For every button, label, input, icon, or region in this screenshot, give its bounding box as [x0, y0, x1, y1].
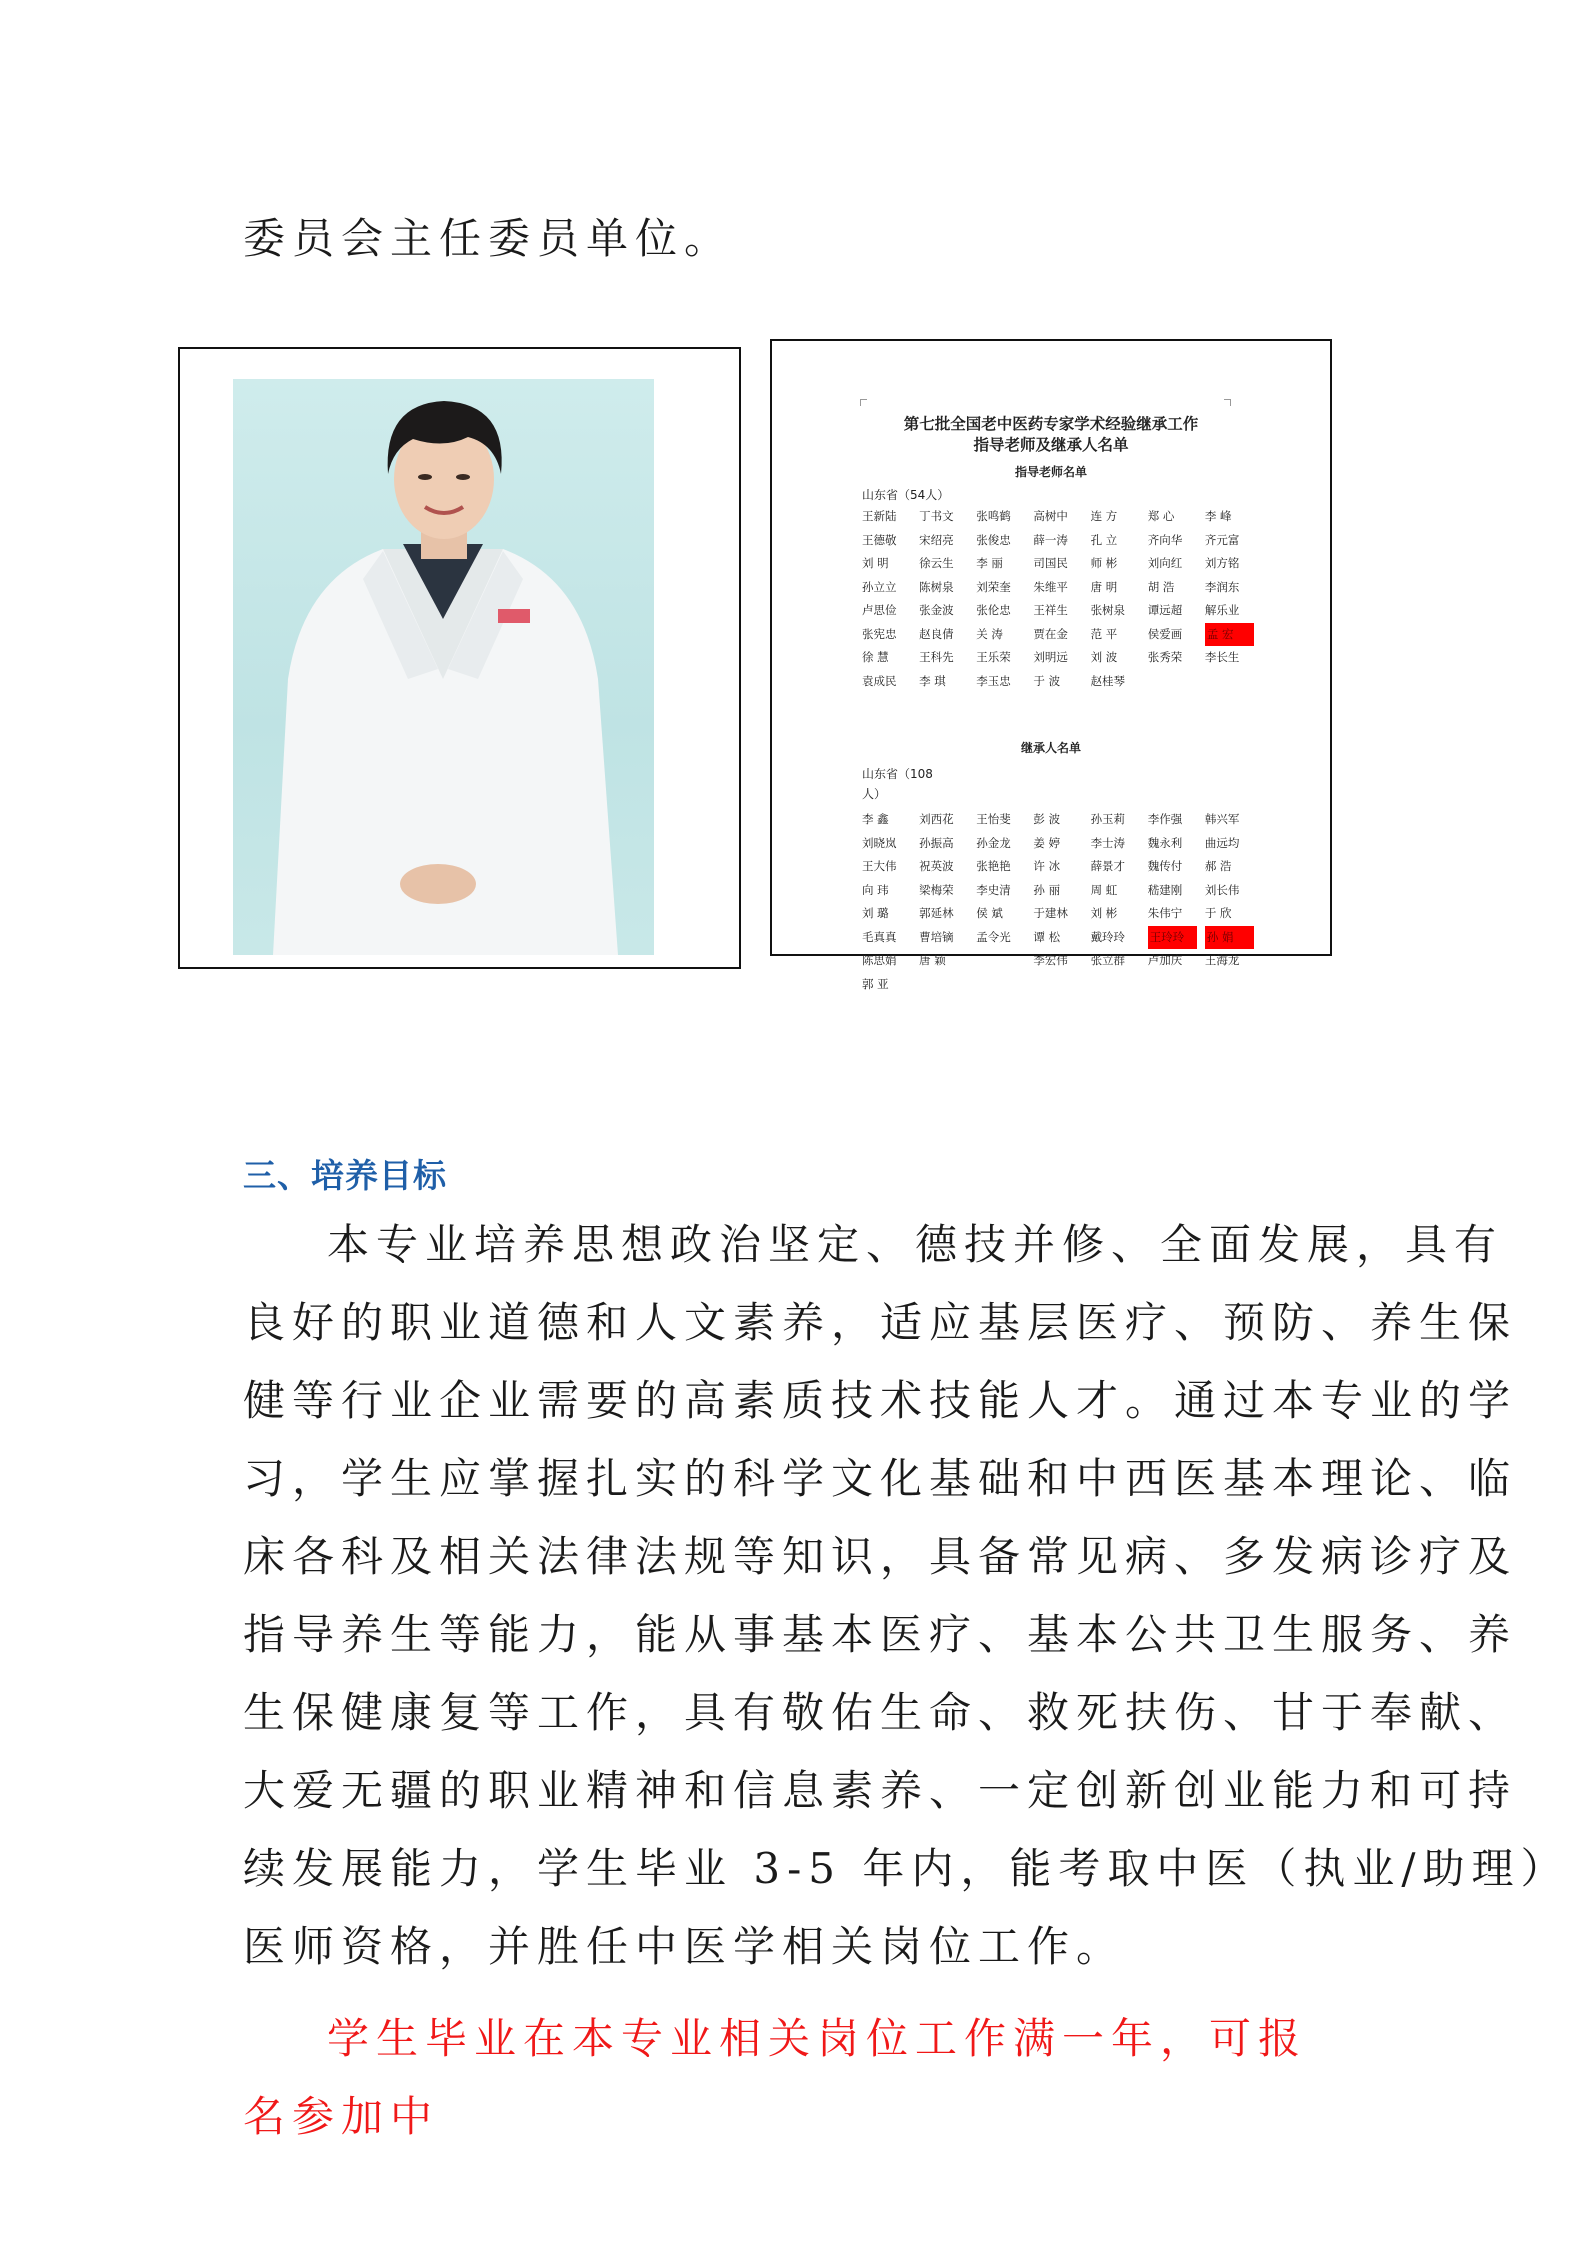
heir-name: 郭 亚	[862, 976, 889, 991]
heir-name: 刘长伟	[1204, 882, 1240, 897]
heir-name: 刘 璐	[862, 906, 889, 920]
mentor-name: 郑 心	[1147, 509, 1175, 523]
heir-name: 王怡斐	[976, 812, 1011, 826]
mentor-name: 齐向华	[1147, 532, 1183, 547]
mentor-name: 徐 慧	[862, 650, 889, 664]
heir-name: 王玲玲	[1148, 926, 1197, 950]
mentor-name: 李玉忠	[976, 673, 1011, 688]
mentor-name: 李 峰	[1204, 509, 1232, 523]
heir-name: 王海龙	[1204, 953, 1240, 967]
mentor-name: 师 彬	[1090, 556, 1118, 570]
portrait-photo-frame	[178, 347, 741, 969]
heir-name: 魏永利	[1147, 835, 1183, 850]
mentor-name: 孙立立	[862, 579, 897, 594]
mentor-name: 刘 明	[862, 556, 889, 570]
mentor-name: 王新陆	[862, 509, 897, 523]
mentor-name: 王乐荣	[976, 650, 1011, 664]
mentor-name: 陈树泉	[919, 579, 954, 594]
mentor-name: 孔 立	[1090, 532, 1118, 547]
mentor-name: 徐云生	[919, 556, 954, 570]
heir-name: 郝 浩	[1204, 859, 1232, 873]
heir-name: 向 玮	[862, 882, 889, 897]
heir-name: 唐 颖	[919, 953, 946, 967]
mentor-name: 李 琪	[919, 673, 946, 688]
mentor-name: 谭远超	[1147, 603, 1183, 617]
paragraph-line: 大爱无疆的职业精神和信息素养、一定创新创业能力和可持	[243, 1766, 1518, 1815]
mentor-name	[1205, 670, 1262, 694]
mentor-name: 齐元富	[1204, 532, 1240, 547]
paragraph-line: 床各科及相关法律法规等知识，具备常见病、多发病诊疗及	[243, 1532, 1518, 1581]
heir-name: 朱伟宁	[1147, 906, 1183, 920]
mentor-name: 关 涛	[976, 626, 1003, 641]
mentor-name: 王祥生	[1033, 603, 1068, 617]
heir-name: 毛真真	[862, 929, 897, 944]
crop-mark	[1224, 399, 1231, 406]
heir-name: 曲远均	[1204, 835, 1240, 850]
heir-name: 许 冰	[1033, 859, 1061, 873]
mentor-name: 胡 浩	[1147, 579, 1175, 594]
mentor-name: 张伦忠	[976, 603, 1011, 617]
heir-name: 薛景才	[1090, 859, 1126, 873]
mentor-name: 朱维平	[1033, 579, 1068, 594]
mentor-name: 张宪忠	[862, 626, 897, 641]
mentor-name: 范 平	[1090, 626, 1118, 641]
heir-name: 孟令光	[976, 929, 1011, 944]
heir-name: 李士涛	[1090, 835, 1126, 850]
heir-name: 祝英波	[919, 859, 954, 873]
mentor-name: 司国民	[1033, 556, 1068, 570]
heir-name: 孙 丽	[1033, 882, 1061, 897]
heir-region-label: 山东省（108	[862, 767, 933, 781]
heir-name: 刘西花	[919, 812, 954, 826]
section-heading: 三、培养目标	[243, 1156, 447, 1195]
heir-name: 韩兴军	[1204, 812, 1240, 826]
mentor-name: 刘荣奎	[976, 579, 1011, 594]
heir-name: 姜 婷	[1033, 835, 1061, 850]
mentor-name: 侯爱画	[1147, 626, 1183, 641]
heir-name: 戴玲玲	[1090, 929, 1126, 944]
mentor-name: 连 方	[1090, 509, 1118, 523]
heir-name: 周 虹	[1090, 882, 1118, 897]
mentor-list-heading: 指导老师名单	[1014, 465, 1087, 479]
list-title-line2: 指导老师及继承人名单	[973, 436, 1129, 454]
heir-name: 孙 娟	[1205, 926, 1254, 950]
mentor-name: 赵桂琴	[1090, 673, 1126, 688]
mentor-name: 李 丽	[976, 556, 1003, 570]
heir-name: 刘 彬	[1090, 906, 1118, 920]
paragraph-line: 指导养生等能力，能从事基本医疗、基本公共卫生服务、养	[243, 1610, 1518, 1659]
heir-name: 李 鑫	[862, 812, 889, 826]
mentor-name: 解乐业	[1204, 603, 1240, 617]
heir-name: 李宏伟	[1033, 953, 1068, 967]
training-goal-paragraph	[243, 1206, 1570, 1986]
highlighted-notice-text: 学生毕业在本专业相关岗位工作满一年，可报名参加中	[243, 2014, 1308, 2141]
mentor-name: 张树泉	[1090, 603, 1126, 617]
scanned-list-document	[770, 339, 1332, 991]
paragraph-line: 生保健康复等工作，具有敬佑生命、救死扶伤、甘于奉献、	[243, 1688, 1518, 1737]
paragraph-line: 健等行业企业需要的高素质技术技能人才。通过本专业的学	[243, 1376, 1518, 1425]
paragraph-line: 医师资格，并胜任中医学相关岗位工作。	[243, 1922, 1126, 1971]
mentor-name-grid	[862, 505, 1262, 693]
paragraph-line: 习，学生应掌握扎实的科学文化基础和中西医基本理论、临	[243, 1454, 1518, 1503]
mentor-name: 赵良倩	[919, 626, 954, 641]
heir-name: 陈思娟	[862, 953, 897, 967]
heir-name: 谭 松	[1033, 929, 1061, 944]
heir-name: 张立群	[1090, 953, 1126, 967]
paragraph-line: 本专业培养思想政治坚定、德技并修、全面发展，具有	[327, 1220, 1504, 1269]
heir-name: 彭 波	[1033, 812, 1061, 826]
doctor-portrait-image	[233, 379, 654, 955]
heir-name: 张艳艳	[976, 859, 1011, 873]
heir-name: 郭延林	[919, 906, 954, 920]
heir-name: 孙金龙	[976, 835, 1011, 850]
heir-name	[976, 949, 1033, 973]
heir-name: 李史清	[976, 882, 1011, 897]
heir-name: 于 欣	[1204, 906, 1232, 920]
heir-name: 于建林	[1033, 906, 1068, 920]
mentor-name: 李润东	[1204, 579, 1240, 594]
heir-name: 曹培镝	[919, 929, 954, 944]
mentor-name: 刘向红	[1147, 556, 1183, 570]
mentor-name: 王德敬	[862, 532, 897, 547]
mentor-name: 唐 明	[1090, 579, 1118, 594]
heir-name: 梁梅荣	[919, 882, 954, 897]
heir-name: 孙振高	[919, 835, 954, 850]
mentor-name: 于 波	[1033, 673, 1061, 688]
intro-text: 委员会主任委员单位。	[243, 214, 734, 263]
portrait-illustration	[233, 379, 654, 955]
paragraph-line: 续发展能力，学生毕业 3-5 年内，能考取中医（执业/助理）	[243, 1844, 1570, 1893]
heir-name: 卢加庆	[1147, 953, 1183, 967]
heir-name: 李作强	[1147, 812, 1183, 826]
mentor-name: 袁成民	[862, 673, 897, 688]
heir-name-grid	[862, 808, 1262, 996]
heir-list-heading: 继承人名单	[1020, 741, 1081, 755]
mentor-name: 刘方铭	[1204, 556, 1240, 570]
mentor-name: 宋绍亮	[919, 532, 954, 547]
mentor-name: 刘 波	[1090, 650, 1118, 664]
list-title-line1: 第七批全国老中医药专家学术经验继承工作	[903, 415, 1199, 433]
heir-name: 刘晓岚	[862, 835, 897, 850]
mentor-name: 孟 宏	[1205, 623, 1254, 647]
heir-region-label-cont: 人）	[862, 787, 887, 801]
mentor-region-label: 山东省（54人）	[862, 488, 950, 502]
mentor-name: 高树中	[1033, 509, 1068, 523]
mentor-name: 贾在金	[1033, 626, 1068, 641]
heir-name: 孙玉莉	[1090, 812, 1126, 826]
mentor-name: 丁书文	[919, 509, 954, 523]
mentor-name	[1148, 670, 1205, 694]
mentor-name: 张鸣鹤	[976, 509, 1011, 523]
mentor-name: 张俊忠	[976, 532, 1011, 547]
heir-name: 王大伟	[862, 859, 897, 873]
mentor-name: 王科先	[919, 650, 954, 664]
heir-name: 侯 斌	[976, 906, 1003, 920]
heir-name: 魏传付	[1147, 859, 1183, 873]
mentor-name: 薛一涛	[1033, 532, 1068, 547]
mentor-name: 刘明远	[1033, 650, 1068, 664]
crop-mark	[860, 399, 867, 406]
paragraph-line: 良好的职业道德和人文素养，适应基层医疗、预防、养生保	[243, 1298, 1518, 1347]
mentor-name: 张秀荣	[1147, 650, 1183, 664]
heir-name: 嵇建刚	[1147, 882, 1183, 897]
mentor-name: 李长生	[1204, 650, 1240, 664]
mentor-name: 卢思俭	[862, 603, 897, 617]
mentor-name: 张金波	[919, 603, 954, 617]
